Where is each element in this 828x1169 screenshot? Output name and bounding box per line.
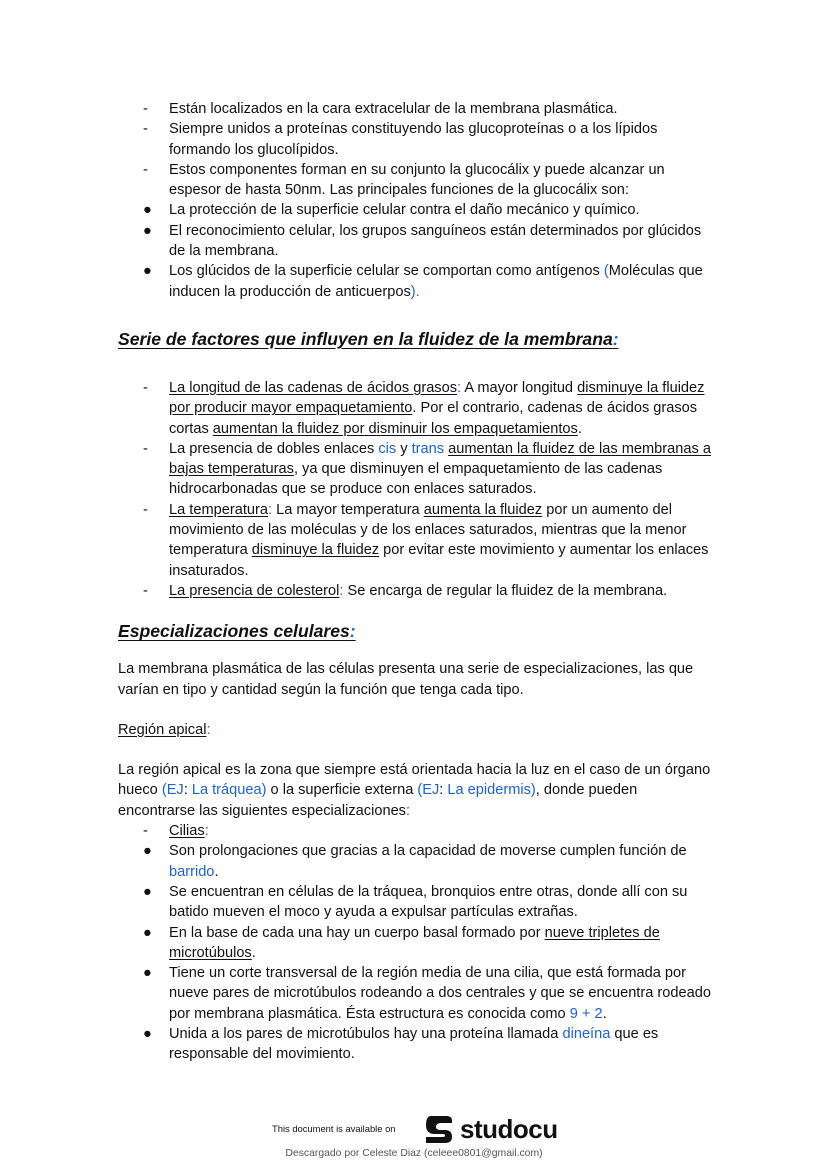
list-item: [118, 99, 718, 119]
list-marker: ●: [143, 202, 152, 219]
list-item-text: Están localizados en la cara extracelular de la membrana plasmática.: [169, 101, 618, 117]
list-item: [118, 378, 718, 439]
list-item: [118, 200, 718, 220]
section-title: Especializaciones celulares: [118, 621, 350, 642]
list-marker: -: [143, 121, 148, 138]
section-title: Serie de factores que influyen en la fluidez de la membrana: [118, 328, 613, 349]
text: .: [214, 863, 219, 880]
list-item: [118, 261, 718, 302]
underlined-text: aumentan la fluidez por disminuir los empaquetamientos: [212, 420, 578, 437]
text: Son prolongaciones que gracias a la capacidad de moverse cumplen función de: [169, 843, 687, 860]
text: .: [251, 944, 256, 961]
list-marker: ●: [143, 263, 152, 280]
list-marker: ●: [143, 1025, 152, 1042]
colon: :: [206, 721, 211, 738]
list-marker: ●: [143, 883, 152, 900]
text: o la superficie externa: [266, 782, 418, 799]
text: . Por el contrario, cadenas de ácidos grasos cortas: [169, 400, 698, 437]
list-marker: -: [143, 440, 148, 457]
underlined-text: Cilias: [169, 823, 205, 840]
paragraph-especializaciones: La membrana plasmática de las células presenta una serie de especializaciones, las que varían en tipo y cantidad según la función que tenga cada tipo.: [118, 661, 694, 698]
subheading-region-apical: [118, 720, 718, 740]
list-marker: -: [143, 582, 148, 599]
list-marker: ●: [143, 924, 152, 941]
list-item-text: Estos componentes forman en su conjunto la glucocálix y puede alcanzar un espesor de hasta 50nm. Las principales funciones de la glucocálix son:: [169, 161, 665, 199]
text: .: [577, 420, 582, 437]
text: :: [439, 782, 448, 799]
underlined-text: disminuye la fluidez por producir mayor empaquetamiento: [169, 379, 705, 417]
list-marker: ●: [143, 965, 152, 982]
text: A mayor longitud: [461, 379, 578, 396]
fluidez-factors-list: [118, 378, 718, 601]
list-item-text: Moléculas que inducen la producción de anticuerpos: [169, 263, 703, 300]
text: Tiene un corte transversal de la región media de una cilia, que está formada por nueve pares de microtúbulos rodeando a dos centrales y que se encuentra rodeado por membrana plasmática. Ésta estructura es conocida como: [169, 965, 711, 1022]
studocu-logo-icon: [422, 1112, 456, 1146]
list-marker: -: [143, 101, 148, 117]
example-label: (EJ: [161, 782, 184, 799]
colon: :: [405, 802, 411, 819]
list-marker: -: [143, 501, 148, 518]
paren-open: (: [603, 263, 609, 280]
colon: :: [339, 582, 344, 599]
list-item: [118, 160, 718, 201]
studocu-wordmark: studocu: [460, 1113, 558, 1144]
text: Se encarga de regular la fluidez de la membrana.: [343, 582, 668, 599]
text: por un aumento del movimiento de las moléculas y de los enlaces saturados, mientras que la menor temperatura: [169, 501, 687, 559]
glucocalix-list: [118, 99, 718, 302]
cilia-list: [118, 821, 718, 1065]
list-item: [118, 841, 718, 882]
list-item: [118, 963, 718, 1024]
subheading-text: Región apical: [118, 721, 207, 738]
list-item-text: La protección de la superficie celular contra el daño mecánico y químico.: [169, 202, 640, 219]
text: La presencia de dobles enlaces: [169, 440, 379, 457]
page-content: [118, 99, 718, 1065]
underlined-text: nueve tripletes de microtúbulos: [169, 924, 660, 961]
text: .: [602, 1005, 607, 1022]
underlined-text: La temperatura: [169, 501, 268, 518]
list-item-text: Siempre unidos a proteínas constituyendo las glucoproteínas o a los lípidos formando los glucolípidos.: [169, 121, 658, 158]
list-item: [118, 500, 718, 581]
underlined-text: La presencia de colesterol: [169, 582, 340, 599]
list-item: [118, 221, 718, 262]
text: Se encuentran en células de la tráquea, bronquios entre otras, donde allí con su batido mueven el moco y ayuda a expulsar partículas extrañas.: [169, 883, 688, 921]
list-item: [118, 439, 718, 500]
text: , donde pueden encontrarse las siguientes especializaciones: [118, 782, 638, 819]
text: por evitar este movimiento y aumentar los enlaces insaturados.: [169, 542, 709, 579]
text: En la base de cada una hay un cuerpo basal formado por: [169, 924, 545, 941]
list-item: [118, 821, 718, 841]
section-colon: :: [612, 328, 619, 349]
list-marker: ●: [143, 843, 152, 860]
list-marker: -: [143, 161, 148, 178]
list-item: [118, 1024, 718, 1065]
underlined-text: disminuye la fluidez: [251, 542, 380, 559]
availability-text: This document is available on: [272, 1123, 396, 1134]
underlined-text: aumenta la fluidez: [423, 501, 543, 518]
page-footer: [0, 1108, 828, 1169]
example-text: La tráquea): [191, 782, 267, 799]
paren-close: ).: [410, 283, 420, 300]
highlight-9-2: 9 + 2: [569, 1005, 603, 1022]
highlight-dineina: dineína: [562, 1025, 611, 1042]
underlined-text: aumentan la fluidez de las membranas a bajas temperaturas: [169, 440, 711, 478]
list-item-text: Los glúcidos de la superficie celular se comportan como antígenos: [169, 263, 604, 280]
colon: :: [267, 501, 273, 518]
highlight-trans: trans: [411, 440, 445, 457]
section-heading-fluidez: [118, 327, 718, 351]
example-text: La epidermis): [447, 782, 536, 799]
underlined-text: La longitud de las cadenas de ácidos grasos: [169, 379, 458, 396]
section-heading-especializaciones: [118, 619, 718, 643]
list-item: [118, 923, 718, 964]
studocu-logo-link[interactable]: [422, 1112, 558, 1146]
highlight-cis: cis: [378, 440, 397, 457]
list-marker: -: [143, 379, 148, 396]
paragraph-region-apical: [118, 760, 718, 821]
colon: :: [204, 823, 209, 840]
text: , ya que disminuyen el empaquetamiento de las cadenas hidrocarbonadas que se produce con enlaces saturados.: [169, 461, 663, 498]
list-item: [118, 581, 718, 601]
text: Unida a los pares de microtúbulos hay una proteína llamada: [169, 1025, 563, 1042]
list-item: [118, 119, 718, 160]
download-attribution: Descargado por Celeste Diaz (celeee0801@gmail.com): [285, 1148, 543, 1159]
text: La mayor temperatura: [272, 501, 424, 518]
list-marker: ●: [143, 222, 152, 239]
list-item-text: El reconocimiento celular, los grupos sanguíneos están determinados por glúcidos de la membrana.: [169, 222, 702, 260]
text: :: [183, 782, 192, 799]
highlight-barrido: barrido: [169, 863, 215, 880]
list-marker: -: [143, 823, 148, 840]
section-colon: :: [349, 621, 356, 642]
text: La región apical es la zona que siempre está orientada hacia la luz en el caso de un órgano hueco: [118, 762, 711, 799]
example-label: (EJ: [417, 782, 440, 799]
text: y: [396, 440, 412, 457]
colon: :: [457, 379, 462, 396]
list-item: [118, 882, 718, 923]
text: que es responsable del movimiento.: [169, 1025, 659, 1063]
